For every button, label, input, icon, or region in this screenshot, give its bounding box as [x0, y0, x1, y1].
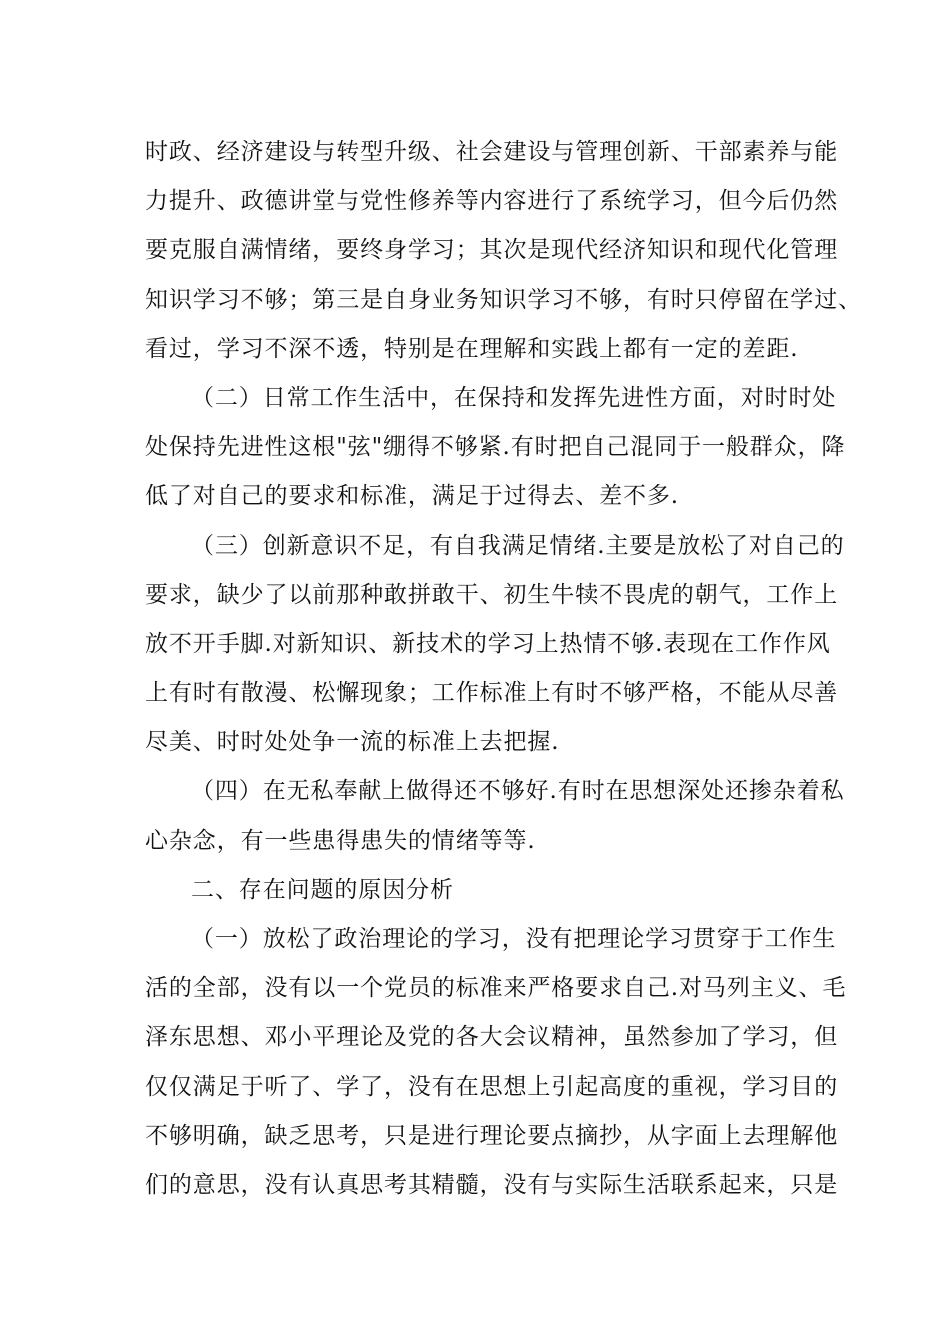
- text-line: （四）在无私奉献上做得还不够好.有时在思想深处还掺杂着私: [191, 778, 845, 805]
- text-line: 低了对自己的要求和标准，满足于过得去、差不多.: [145, 483, 680, 510]
- text-line: 放不开手脚.对新知识、新技术的学习上热情不够.表现在工作作风: [145, 630, 831, 657]
- text-line: （三）创新意识不足，有自我满足情绪.主要是放松了对自己的: [191, 532, 845, 559]
- text-line: 看过，学习不深不透，特别是在理解和实践上都有一定的差距.: [145, 335, 799, 362]
- body-text: [145, 128, 862, 1210]
- text-line: 心杂念，有一些患得患失的情绪等等.: [145, 827, 536, 854]
- text-line: 处保持先进性这根"弦"绷得不够紧.有时把自己混同于一般群众，降: [145, 434, 846, 461]
- text-line: 不够明确，缺乏思考，只是进行理论要点摘抄，从字面上去理解他: [145, 1122, 839, 1149]
- text-line: 上有时有散漫、松懈现象；工作标准上有时不够严格，不能从尽善: [145, 680, 839, 707]
- text-line: 知识学习不够；第三是自身业务知识学习不够，有时只停留在学过、: [145, 286, 862, 313]
- text-line: 们的意思，没有认真思考其精髓，没有与实际生活联系起来，只是: [145, 1171, 839, 1198]
- text-line: 二、存在问题的原因分析: [191, 876, 454, 903]
- text-line: 力提升、政德讲堂与党性修养等内容进行了系统学习，但今后仍然: [145, 188, 839, 215]
- text-line: 时政、经济建设与转型升级、社会建设与管理创新、干部素养与能: [145, 139, 839, 165]
- text-line: 仅仅满足于听了、学了，没有在思想上引起高度的重视，学习目的: [145, 1073, 839, 1100]
- text-line: 要克服自满情绪，要终身学习；其次是现代经济知识和现代化管理: [145, 237, 839, 264]
- text-line: 尽美、时时处处争一流的标准上去把握.: [145, 729, 560, 756]
- text-line: （一）放松了政治理论的学习，没有把理论学习贯穿于工作生: [191, 926, 837, 952]
- text-line: 活的全部，没有以一个党员的标准来严格要求自己.对马列主义、毛: [145, 975, 847, 1002]
- text-line: （二）日常工作生活中，在保持和发挥先进性方面，对时时处: [191, 384, 837, 411]
- text-line: 泽东思想、邓小平理论及党的各大会议精神，虽然参加了学习，但: [145, 1024, 839, 1051]
- text-line: 要求，缺少了以前那种敢拼敢干、初生牛犊不畏虎的朝气，工作上: [145, 581, 839, 608]
